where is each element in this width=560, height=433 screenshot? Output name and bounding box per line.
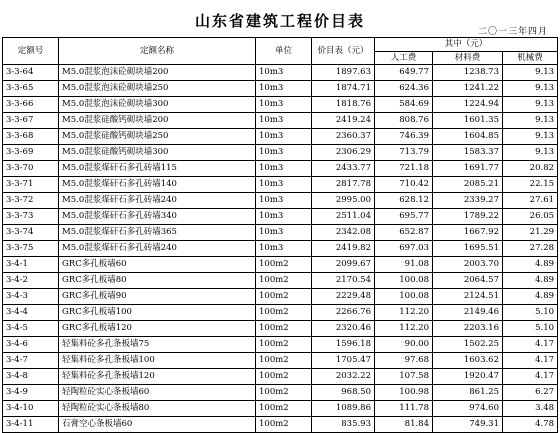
header-labor: 人工费: [375, 52, 433, 65]
unit-cell: 10m3: [256, 81, 312, 97]
table-row: [3, 177, 558, 193]
machine-cost-cell: 27.28: [503, 241, 558, 257]
quota-name-cell: 轻陶粒砼实心条板墙80: [59, 401, 256, 417]
table-row: [3, 129, 558, 145]
unit-cell: 100m2: [256, 417, 312, 433]
table-row: [3, 321, 558, 337]
price-cell: 2229.48: [312, 289, 375, 305]
quota-code-cell: 3-4-3: [3, 289, 59, 305]
price-cell: 2419.82: [312, 241, 375, 257]
material-cost-cell: 1695.51: [433, 241, 503, 257]
labor-cost-cell: 721.18: [375, 161, 433, 177]
quota-code-cell: 3-4-6: [3, 337, 59, 353]
material-cost-cell: 2064.57: [433, 273, 503, 289]
machine-cost-cell: 9.13: [503, 113, 558, 129]
price-cell: 2170.54: [312, 273, 375, 289]
quota-code-cell: 3-3-71: [3, 177, 59, 193]
unit-cell: 100m2: [256, 369, 312, 385]
labor-cost-cell: 90.00: [375, 337, 433, 353]
table-row: [3, 289, 558, 305]
quota-name-cell: M5.0混浆煤矸石多孔砖墙340: [59, 209, 256, 225]
material-cost-cell: 2203.16: [433, 321, 503, 337]
machine-cost-cell: 3.48: [503, 401, 558, 417]
material-cost-cell: 1789.22: [433, 209, 503, 225]
unit-cell: 100m2: [256, 337, 312, 353]
price-cell: 1874.71: [312, 81, 375, 97]
quota-code-cell: 3-3-69: [3, 145, 59, 161]
price-cell: 1596.18: [312, 337, 375, 353]
material-cost-cell: 1224.94: [433, 97, 503, 113]
quota-code-cell: 3-3-74: [3, 225, 59, 241]
material-cost-cell: 1604.85: [433, 129, 503, 145]
material-cost-cell: 1667.92: [433, 225, 503, 241]
quota-code-cell: 3-4-1: [3, 257, 59, 273]
table-row: [3, 305, 558, 321]
material-cost-cell: 2124.51: [433, 289, 503, 305]
header-material: 材料费: [433, 52, 503, 65]
machine-cost-cell: 4.17: [503, 369, 558, 385]
quota-code-cell: 3-4-9: [3, 385, 59, 401]
material-cost-cell: 1603.62: [433, 353, 503, 369]
labor-cost-cell: 100.08: [375, 289, 433, 305]
header-code: 定额号: [3, 38, 59, 65]
machine-cost-cell: 26.05: [503, 209, 558, 225]
labor-cost-cell: 697.03: [375, 241, 433, 257]
material-cost-cell: 2339.27: [433, 193, 503, 209]
price-cell: 2995.00: [312, 193, 375, 209]
quota-name-cell: M5.0混浆煤矸石多孔砖墙240: [59, 193, 256, 209]
quota-name-cell: M5.0混浆煤矸石多孔砖墙140: [59, 177, 256, 193]
unit-cell: 100m2: [256, 321, 312, 337]
material-cost-cell: 974.60: [433, 401, 503, 417]
material-cost-cell: 861.25: [433, 385, 503, 401]
labor-cost-cell: 652.87: [375, 225, 433, 241]
quota-name-cell: M5.0混浆硅酸钙砌块墙250: [59, 129, 256, 145]
page-title: 山东省建筑工程价目表: [194, 12, 365, 30]
header-unit: 单位: [256, 38, 312, 65]
header-name: 定额名称: [59, 38, 256, 65]
labor-cost-cell: 710.42: [375, 177, 433, 193]
material-cost-cell: 2003.70: [433, 257, 503, 273]
machine-cost-cell: 20.82: [503, 161, 558, 177]
table-row: [3, 337, 558, 353]
quota-name-cell: GRC多孔板墙80: [59, 273, 256, 289]
material-cost-cell: 1238.73: [433, 65, 503, 81]
quota-code-cell: 3-4-5: [3, 321, 59, 337]
quota-code-cell: 3-4-10: [3, 401, 59, 417]
quota-code-cell: 3-3-64: [3, 65, 59, 81]
quota-code-cell: 3-3-72: [3, 193, 59, 209]
machine-cost-cell: 4.78: [503, 417, 558, 433]
labor-cost-cell: 695.77: [375, 209, 433, 225]
price-cell: 2360.37: [312, 129, 375, 145]
table-row: [3, 401, 558, 417]
price-cell: 835.93: [312, 417, 375, 433]
quota-name-cell: 轻集料砼多孔条板墙75: [59, 337, 256, 353]
price-cell: 2433.77: [312, 161, 375, 177]
machine-cost-cell: 4.89: [503, 257, 558, 273]
price-cell: 1897.63: [312, 65, 375, 81]
quota-name-cell: M5.0混浆硅酸钙砌块墙300: [59, 145, 256, 161]
unit-cell: 100m2: [256, 401, 312, 417]
unit-cell: 10m3: [256, 65, 312, 81]
labor-cost-cell: 112.20: [375, 305, 433, 321]
table-row: [3, 193, 558, 209]
material-cost-cell: 1241.22: [433, 81, 503, 97]
labor-cost-cell: 713.79: [375, 145, 433, 161]
unit-cell: 10m3: [256, 225, 312, 241]
header-row: [3, 38, 558, 52]
machine-cost-cell: 5.10: [503, 321, 558, 337]
machine-cost-cell: 4.89: [503, 273, 558, 289]
machine-cost-cell: 21.29: [503, 225, 558, 241]
machine-cost-cell: 4.17: [503, 337, 558, 353]
quota-code-cell: 3-3-75: [3, 241, 59, 257]
unit-cell: 100m2: [256, 257, 312, 273]
quota-code-cell: 3-4-11: [3, 417, 59, 433]
machine-cost-cell: 9.13: [503, 129, 558, 145]
machine-cost-cell: 5.10: [503, 305, 558, 321]
table-row: [3, 241, 558, 257]
unit-cell: 10m3: [256, 177, 312, 193]
table-row: [3, 273, 558, 289]
table-row: [3, 65, 558, 81]
price-cell: 2266.76: [312, 305, 375, 321]
quota-name-cell: M5.0混浆煤矸石多孔砖墙365: [59, 225, 256, 241]
table-row: [3, 113, 558, 129]
price-cell: 968.50: [312, 385, 375, 401]
quota-name-cell: M5.0混浆泡沫砼砌块墙250: [59, 81, 256, 97]
table-row: [3, 161, 558, 177]
unit-cell: 10m3: [256, 145, 312, 161]
quota-name-cell: GRC多孔板墙60: [59, 257, 256, 273]
unit-cell: 100m2: [256, 305, 312, 321]
material-cost-cell: 2085.21: [433, 177, 503, 193]
issue-date: 二〇一三年四月: [477, 27, 548, 37]
unit-cell: 10m3: [256, 193, 312, 209]
price-cell: 1818.76: [312, 97, 375, 113]
unit-cell: 100m2: [256, 273, 312, 289]
table-row: [3, 81, 558, 97]
price-cell: 1089.86: [312, 401, 375, 417]
machine-cost-cell: 9.13: [503, 81, 558, 97]
unit-cell: 100m2: [256, 353, 312, 369]
unit-cell: 10m3: [256, 161, 312, 177]
machine-cost-cell: 4.17: [503, 353, 558, 369]
machine-cost-cell: 9.13: [503, 97, 558, 113]
table-row: [3, 97, 558, 113]
labor-cost-cell: 91.08: [375, 257, 433, 273]
header-machine: 机械费: [503, 52, 558, 65]
price-cell: 2511.04: [312, 209, 375, 225]
quota-name-cell: M5.0混浆泡沫砼砌块墙300: [59, 97, 256, 113]
price-cell: 2817.78: [312, 177, 375, 193]
unit-cell: 10m3: [256, 97, 312, 113]
quota-code-cell: 3-4-2: [3, 273, 59, 289]
material-cost-cell: 1920.47: [433, 369, 503, 385]
table-row: [3, 369, 558, 385]
header-price: 价目表（元）: [312, 38, 375, 65]
labor-cost-cell: 97.68: [375, 353, 433, 369]
header-among: 其中（元）: [375, 38, 558, 52]
unit-cell: 100m2: [256, 289, 312, 305]
labor-cost-cell: 111.78: [375, 401, 433, 417]
quota-code-cell: 3-4-7: [3, 353, 59, 369]
machine-cost-cell: 9.13: [503, 145, 558, 161]
quota-name-cell: GRC多孔板墙90: [59, 289, 256, 305]
quota-name-cell: GRC多孔板墙100: [59, 305, 256, 321]
table-row: [3, 145, 558, 161]
quota-name-cell: 轻陶粒砼实心条板墙60: [59, 385, 256, 401]
price-cell: 2342.08: [312, 225, 375, 241]
table-row: [3, 417, 558, 433]
labor-cost-cell: 107.58: [375, 369, 433, 385]
quota-code-cell: 3-4-4: [3, 305, 59, 321]
quota-code-cell: 3-3-66: [3, 97, 59, 113]
labor-cost-cell: 112.20: [375, 321, 433, 337]
labor-cost-cell: 100.08: [375, 273, 433, 289]
price-cell: 2419.24: [312, 113, 375, 129]
price-cell: 2306.29: [312, 145, 375, 161]
quota-name-cell: M5.0混浆煤矸石多孔砖墙115: [59, 161, 256, 177]
unit-cell: 10m3: [256, 209, 312, 225]
unit-cell: 100m2: [256, 385, 312, 401]
material-cost-cell: 1502.25: [433, 337, 503, 353]
quota-code-cell: 3-3-73: [3, 209, 59, 225]
labor-cost-cell: 81.84: [375, 417, 433, 433]
machine-cost-cell: 4.89: [503, 289, 558, 305]
quota-code-cell: 3-3-65: [3, 81, 59, 97]
quota-name-cell: 石膏空心条板墙60: [59, 417, 256, 433]
machine-cost-cell: 27.61: [503, 193, 558, 209]
unit-cell: 10m3: [256, 113, 312, 129]
material-cost-cell: 1583.37: [433, 145, 503, 161]
table-row: [3, 225, 558, 241]
labor-cost-cell: 624.36: [375, 81, 433, 97]
machine-cost-cell: 6.27: [503, 385, 558, 401]
table-row: [3, 257, 558, 273]
labor-cost-cell: 808.76: [375, 113, 433, 129]
labor-cost-cell: 628.12: [375, 193, 433, 209]
table-row: [3, 353, 558, 369]
quota-name-cell: M5.0混浆煤矸石多孔砖墙240: [59, 241, 256, 257]
labor-cost-cell: 649.77: [375, 65, 433, 81]
quota-name-cell: GRC多孔板墙120: [59, 321, 256, 337]
unit-cell: 10m3: [256, 241, 312, 257]
price-cell: 2032.22: [312, 369, 375, 385]
labor-cost-cell: 584.69: [375, 97, 433, 113]
quota-name-cell: 轻集料砼多孔条板墙100: [59, 353, 256, 369]
price-cell: 2099.67: [312, 257, 375, 273]
machine-cost-cell: 9.13: [503, 65, 558, 81]
quota-name-cell: M5.0混浆泡沫砼砌块墙200: [59, 65, 256, 81]
quota-name-cell: 轻集料砼多孔条板墙120: [59, 369, 256, 385]
quota-code-cell: 3-4-8: [3, 369, 59, 385]
price-cell: 1705.47: [312, 353, 375, 369]
table-row: [3, 209, 558, 225]
material-cost-cell: 2149.46: [433, 305, 503, 321]
material-cost-cell: 1691.77: [433, 161, 503, 177]
quota-name-cell: M5.0混浆硅酸钙砌块墙200: [59, 113, 256, 129]
material-cost-cell: 1601.35: [433, 113, 503, 129]
quota-code-cell: 3-3-70: [3, 161, 59, 177]
table-row: [3, 385, 558, 401]
labor-cost-cell: 746.39: [375, 129, 433, 145]
machine-cost-cell: 22.15: [503, 177, 558, 193]
unit-cell: 10m3: [256, 129, 312, 145]
price-cell: 2320.46: [312, 321, 375, 337]
quota-code-cell: 3-3-68: [3, 129, 59, 145]
price-table: [2, 37, 558, 433]
material-cost-cell: 749.31: [433, 417, 503, 433]
quota-code-cell: 3-3-67: [3, 113, 59, 129]
labor-cost-cell: 100.98: [375, 385, 433, 401]
